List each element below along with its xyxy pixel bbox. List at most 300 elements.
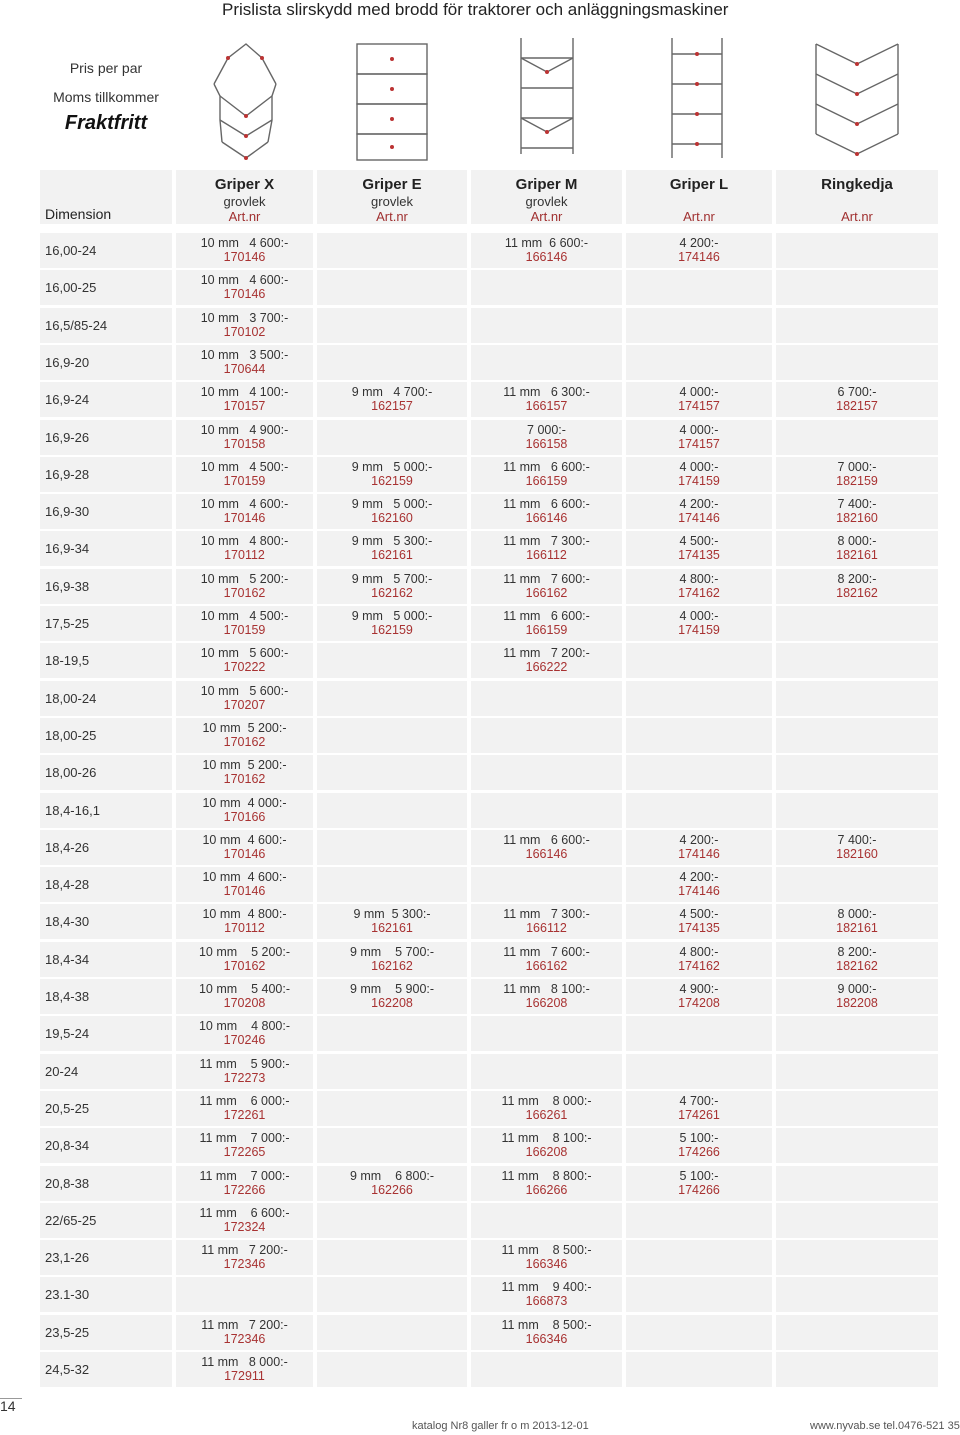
price-cell bbox=[176, 793, 313, 828]
dimension-cell bbox=[40, 1054, 172, 1089]
price-cell bbox=[317, 755, 467, 790]
griper-l-image bbox=[626, 24, 772, 166]
table-row bbox=[40, 1128, 940, 1163]
price-cell bbox=[776, 1352, 938, 1387]
table-row bbox=[40, 681, 940, 716]
price-text: 10 mm 4 800:- bbox=[202, 907, 287, 922]
article-number: 162161 bbox=[371, 548, 413, 563]
price-text: 11 mm 5 900:- bbox=[199, 1056, 290, 1071]
price-cell bbox=[317, 1315, 467, 1350]
price-cell bbox=[471, 867, 622, 902]
price-cell bbox=[317, 979, 467, 1014]
price-cell bbox=[626, 606, 772, 641]
table-row bbox=[40, 793, 940, 828]
price-text: 10 mm 4 800:- bbox=[200, 534, 289, 549]
article-number: 182160 bbox=[836, 846, 878, 861]
price-text: 9 000:- bbox=[837, 982, 877, 996]
price-cell bbox=[176, 1016, 313, 1051]
article-number: 174162 bbox=[678, 585, 720, 600]
dimension-value: 20,5-25 bbox=[45, 1100, 90, 1116]
price-text: 11 mm 6 600:- bbox=[503, 832, 590, 847]
article-number: 162266 bbox=[371, 1182, 413, 1197]
table-row bbox=[40, 531, 940, 566]
dimension-value: 17,5-25 bbox=[45, 616, 90, 631]
price-cell bbox=[176, 1352, 313, 1387]
table-row bbox=[40, 1240, 940, 1275]
article-number: 174266 bbox=[678, 1145, 720, 1160]
article-number: 170162 bbox=[223, 585, 266, 600]
article-number: 162157 bbox=[371, 399, 413, 414]
price-cell bbox=[471, 1315, 622, 1350]
price-cell bbox=[776, 793, 938, 828]
price-cell bbox=[626, 1315, 772, 1350]
dimension-value: 16,9-26 bbox=[45, 429, 90, 445]
article-number: 166208 bbox=[525, 1145, 568, 1160]
price-text: 10 mm 4 600:- bbox=[202, 870, 287, 885]
dimension-value: 16,00-25 bbox=[45, 280, 97, 296]
article-number: 170158 bbox=[223, 436, 266, 451]
price-text: 9 mm 5 700:- bbox=[349, 944, 435, 959]
article-number: 166261 bbox=[525, 1107, 568, 1122]
price-text: 11 mm 7 000:- bbox=[199, 1168, 290, 1183]
price-cell bbox=[176, 420, 313, 455]
price-cell bbox=[471, 531, 622, 566]
article-number: 172273 bbox=[223, 1070, 266, 1085]
price-cell bbox=[317, 1054, 467, 1089]
table-row bbox=[40, 755, 940, 790]
article-number: 174135 bbox=[678, 921, 720, 936]
table-row bbox=[40, 643, 940, 678]
price-text: 10 mm 4 000:- bbox=[202, 795, 287, 810]
price-cell bbox=[626, 494, 772, 529]
dimension-cell bbox=[40, 1203, 172, 1238]
dimension-cell bbox=[40, 531, 172, 566]
price-cell bbox=[776, 457, 938, 492]
price-cell bbox=[176, 830, 313, 865]
article-number: 170146 bbox=[223, 287, 266, 302]
article-number: 182157 bbox=[836, 399, 878, 414]
dimension-value: 16,9-38 bbox=[45, 578, 90, 594]
article-number: 166346 bbox=[525, 1331, 568, 1346]
article-number: 174157 bbox=[678, 399, 720, 414]
price-cell bbox=[471, 345, 622, 380]
price-cell bbox=[176, 1203, 313, 1238]
price-text: 10 mm 5 200:- bbox=[202, 758, 287, 773]
dimension-value: 20,8-34 bbox=[45, 1138, 90, 1154]
page-number: 14 bbox=[0, 1398, 16, 1414]
price-text: 4 500:- bbox=[679, 907, 719, 922]
price-cell bbox=[776, 345, 938, 380]
article-number: 170112 bbox=[224, 921, 265, 936]
article-number: 170208 bbox=[223, 996, 266, 1010]
table-row bbox=[40, 1016, 940, 1051]
price-text: 10 mm 4 600:- bbox=[202, 832, 287, 847]
price-text: 11 mm 7 200:- bbox=[201, 1243, 288, 1258]
contact-info: www.nyvab.se tel.0476-521 35 bbox=[810, 1420, 960, 1432]
price-text: 11 mm 8 100:- bbox=[501, 1131, 592, 1146]
table-row bbox=[40, 494, 940, 529]
price-cell bbox=[317, 1240, 467, 1275]
price-cell bbox=[317, 867, 467, 902]
dimension-cell bbox=[40, 1240, 172, 1275]
dimension-cell bbox=[40, 494, 172, 529]
price-text: 8 200:- bbox=[837, 944, 877, 959]
price-cell bbox=[626, 270, 772, 305]
price-cell bbox=[176, 904, 313, 939]
dimension-cell bbox=[40, 755, 172, 790]
article-number: 170146 bbox=[223, 846, 266, 861]
article-number: 162162 bbox=[371, 585, 413, 600]
price-cell bbox=[317, 531, 467, 566]
table-row bbox=[40, 233, 940, 268]
article-number: 174146 bbox=[678, 511, 720, 526]
price-cell bbox=[176, 233, 313, 268]
price-cell bbox=[317, 457, 467, 492]
griper-m-image bbox=[471, 24, 622, 166]
price-cell bbox=[471, 233, 622, 268]
table-row bbox=[40, 942, 940, 977]
price-cell bbox=[626, 233, 772, 268]
price-text: 10 mm 4 900:- bbox=[200, 422, 289, 437]
price-cell bbox=[626, 1128, 772, 1163]
price-cell bbox=[317, 569, 467, 604]
article-number: 172346 bbox=[223, 1257, 266, 1272]
article-number: 174162 bbox=[678, 958, 720, 973]
price-cell bbox=[176, 569, 313, 604]
dimension-cell bbox=[40, 1016, 172, 1051]
page-title: Prislista slirskydd med brodd för traktorer och anläggningsmaskiner bbox=[222, 0, 729, 19]
dimension-value: 16,9-24 bbox=[45, 392, 90, 408]
dimension-cell bbox=[40, 904, 172, 939]
article-number: 166158 bbox=[525, 436, 568, 451]
price-cell bbox=[471, 904, 622, 939]
price-cell bbox=[317, 1166, 467, 1201]
article-number: 170146 bbox=[223, 884, 266, 899]
price-cell bbox=[471, 1054, 622, 1089]
price-cell bbox=[471, 1166, 622, 1201]
dimension-cell bbox=[40, 345, 172, 380]
article-number: 166146 bbox=[525, 250, 568, 264]
article-number: 166112 bbox=[526, 921, 567, 936]
price-cell bbox=[176, 1166, 313, 1201]
price-cell bbox=[317, 681, 467, 716]
price-cell bbox=[317, 494, 467, 529]
price-cell bbox=[776, 233, 938, 268]
price-cell bbox=[776, 718, 938, 753]
price-text: 10 mm 5 200:- bbox=[200, 571, 289, 586]
table-row bbox=[40, 308, 940, 343]
price-cell bbox=[776, 308, 938, 343]
article-number: 166159 bbox=[525, 473, 568, 488]
price-cell bbox=[317, 1203, 467, 1238]
price-cell bbox=[471, 718, 622, 753]
price-text: 11 mm 7 200:- bbox=[201, 1317, 288, 1332]
price-cell bbox=[776, 531, 938, 566]
price-text: 7 000:- bbox=[837, 459, 877, 474]
price-text: 4 900:- bbox=[679, 982, 719, 996]
price-text: 4 000:- bbox=[679, 609, 719, 623]
price-cell bbox=[317, 793, 467, 828]
price-text: 9 mm 5 300:- bbox=[353, 907, 431, 922]
price-text: 4 200:- bbox=[679, 497, 719, 512]
article-number: 170222 bbox=[223, 660, 266, 675]
price-text: 11 mm 7 000:- bbox=[199, 1131, 290, 1146]
price-cell bbox=[176, 718, 313, 753]
table-row bbox=[40, 382, 940, 417]
price-text: 4 700:- bbox=[679, 1093, 719, 1108]
dimension-value: 16,9-28 bbox=[45, 466, 90, 482]
table-row bbox=[40, 718, 940, 753]
article-number: 172911 bbox=[224, 1369, 265, 1383]
table-row bbox=[40, 1203, 940, 1238]
dimension-value: 23,1-26 bbox=[45, 1250, 90, 1266]
dimension-cell bbox=[40, 830, 172, 865]
price-cell bbox=[471, 979, 622, 1014]
price-cell bbox=[626, 1166, 772, 1201]
price-cell bbox=[317, 1352, 467, 1387]
price-cell bbox=[317, 643, 467, 678]
article-number: 172261 bbox=[223, 1107, 266, 1122]
price-cell bbox=[626, 457, 772, 492]
price-cell bbox=[317, 1128, 467, 1163]
article-number: 166157 bbox=[525, 399, 568, 414]
price-cell bbox=[176, 867, 313, 902]
price-cell bbox=[626, 1054, 772, 1089]
article-number: 162208 bbox=[371, 996, 413, 1010]
price-text: 9 mm 4 700:- bbox=[351, 385, 433, 400]
price-cell bbox=[317, 904, 467, 939]
article-number: 170162 bbox=[223, 958, 266, 973]
dimension-cell bbox=[40, 793, 172, 828]
price-cell bbox=[317, 308, 467, 343]
price-text: 11 mm 8 100:- bbox=[503, 982, 590, 996]
price-cell bbox=[776, 643, 938, 678]
table-row bbox=[40, 1091, 940, 1126]
table-row bbox=[40, 569, 940, 604]
price-cell bbox=[776, 830, 938, 865]
article-number: 174146 bbox=[678, 250, 720, 264]
price-cell bbox=[776, 867, 938, 902]
griper-e-image bbox=[317, 24, 467, 166]
article-number: 166222 bbox=[525, 660, 568, 675]
price-cell bbox=[776, 1315, 938, 1350]
price-cell bbox=[471, 1352, 622, 1387]
article-number: 170166 bbox=[223, 809, 266, 824]
dimension-value: 18,00-25 bbox=[45, 727, 97, 743]
price-per-pair: Pris per par bbox=[69, 60, 143, 76]
price-cell bbox=[317, 382, 467, 417]
article-number: 182159 bbox=[836, 473, 878, 488]
price-text: 11 mm 6 300:- bbox=[503, 385, 590, 400]
price-cell bbox=[776, 1277, 938, 1312]
price-cell bbox=[626, 979, 772, 1014]
price-cell bbox=[176, 494, 313, 529]
article-number: 172324 bbox=[223, 1219, 266, 1234]
dimension-cell bbox=[40, 606, 172, 641]
dimension-value: 18-19,5 bbox=[45, 653, 90, 669]
article-number: 166146 bbox=[525, 846, 568, 861]
price-cell bbox=[626, 420, 772, 455]
price-text: 10 mm 4 800:- bbox=[198, 1019, 290, 1034]
price-text: 10 mm 4 600:- bbox=[200, 236, 289, 250]
price-cell bbox=[776, 1240, 938, 1275]
price-cell bbox=[776, 270, 938, 305]
price-text: 10 mm 4 600:- bbox=[200, 273, 289, 288]
price-text: 11 mm 7 600:- bbox=[503, 944, 590, 959]
dimension-cell bbox=[40, 942, 172, 977]
dimension-value: 16,9-20 bbox=[45, 354, 90, 370]
price-cell bbox=[471, 942, 622, 977]
dimension-cell bbox=[40, 1166, 172, 1201]
table-row bbox=[40, 457, 940, 492]
vat-note: Moms tillkommer bbox=[53, 89, 159, 105]
dimension-value: 24,5-32 bbox=[45, 1362, 90, 1377]
price-text: 10 mm 5 600:- bbox=[200, 683, 289, 698]
article-number: 170159 bbox=[223, 473, 266, 488]
article-number: 174159 bbox=[678, 473, 720, 488]
article-number: 174146 bbox=[678, 884, 720, 899]
article-number: 174157 bbox=[678, 436, 720, 451]
price-cell bbox=[176, 1054, 313, 1089]
price-text: 11 mm 8 500:- bbox=[501, 1243, 592, 1258]
dimension-value: 16,9-34 bbox=[45, 541, 90, 557]
price-text: 11 mm 7 600:- bbox=[503, 571, 590, 586]
price-cell bbox=[317, 1091, 467, 1126]
price-text: 7 400:- bbox=[837, 497, 877, 512]
price-cell bbox=[471, 1091, 622, 1126]
table-row bbox=[40, 606, 940, 641]
price-text: 10 mm 4 500:- bbox=[200, 459, 289, 474]
article-number: 166162 bbox=[525, 958, 568, 973]
price-cell bbox=[776, 1166, 938, 1201]
price-cell bbox=[176, 942, 313, 977]
price-cell bbox=[626, 345, 772, 380]
table-row bbox=[40, 867, 940, 902]
dimension-cell bbox=[40, 1091, 172, 1126]
article-number: 170112 bbox=[224, 548, 265, 563]
dimension-cell bbox=[40, 457, 172, 492]
article-number: 162159 bbox=[371, 473, 413, 488]
dimension-cell bbox=[40, 569, 172, 604]
price-cell bbox=[471, 681, 622, 716]
price-text: 11 mm 6 600:- bbox=[504, 236, 589, 250]
price-cell bbox=[317, 830, 467, 865]
price-text: 10 mm 3 500:- bbox=[200, 347, 289, 362]
price-cell bbox=[317, 1277, 467, 1312]
price-cell bbox=[471, 569, 622, 604]
price-text: 11 mm 6 000:- bbox=[199, 1093, 290, 1108]
price-cell bbox=[471, 793, 622, 828]
article-number: 174135 bbox=[678, 548, 720, 563]
table-row bbox=[40, 270, 940, 305]
article-number: 162160 bbox=[371, 511, 413, 526]
dimension-cell bbox=[40, 420, 172, 455]
article-number: 182162 bbox=[836, 585, 878, 600]
dimension-header: Dimension bbox=[40, 170, 172, 224]
dimension-value: 19,5-24 bbox=[45, 1026, 90, 1042]
price-cell bbox=[626, 793, 772, 828]
price-cell bbox=[317, 1016, 467, 1051]
price-cell bbox=[471, 1016, 622, 1051]
price-text: 4 800:- bbox=[679, 571, 719, 586]
dimension-value: 22/65-25 bbox=[45, 1212, 97, 1228]
price-cell bbox=[626, 830, 772, 865]
price-cell bbox=[776, 1203, 938, 1238]
dimension-cell bbox=[40, 681, 172, 716]
price-cell bbox=[317, 942, 467, 977]
price-cell bbox=[317, 606, 467, 641]
price-cell bbox=[626, 755, 772, 790]
dimension-value: 18,4-38 bbox=[45, 989, 90, 1004]
price-cell bbox=[176, 681, 313, 716]
article-number: 162159 bbox=[371, 623, 413, 637]
price-cell bbox=[776, 382, 938, 417]
table-row bbox=[40, 1352, 940, 1387]
col-header-griper-x: Griper X grovlek Art.nr bbox=[176, 170, 313, 224]
article-number: 170644 bbox=[223, 361, 266, 376]
price-text: 5 100:- bbox=[679, 1168, 719, 1183]
price-cell bbox=[471, 643, 622, 678]
price-cell bbox=[776, 1091, 938, 1126]
price-text: 10 mm 3 700:- bbox=[200, 310, 289, 325]
article-number: 162162 bbox=[371, 958, 413, 973]
price-text: 5 100:- bbox=[679, 1131, 719, 1146]
dimension-cell bbox=[40, 382, 172, 417]
ringkedja-image bbox=[776, 24, 938, 166]
price-text: 4 200:- bbox=[679, 832, 719, 847]
price-cell bbox=[626, 1016, 772, 1051]
price-cell bbox=[176, 382, 313, 417]
price-text: 11 mm 6 600:- bbox=[503, 609, 590, 623]
price-text: 11 mm 9 400:- bbox=[501, 1280, 592, 1295]
price-cell bbox=[626, 382, 772, 417]
free-shipping: Fraktfritt bbox=[64, 112, 148, 134]
price-cell bbox=[317, 270, 467, 305]
price-cell bbox=[776, 755, 938, 790]
article-number: 174146 bbox=[678, 846, 720, 861]
dimension-cell bbox=[40, 1352, 172, 1387]
price-text: 4 000:- bbox=[679, 385, 719, 400]
price-cell bbox=[176, 270, 313, 305]
price-cell bbox=[626, 1091, 772, 1126]
price-text: 11 mm 6 600:- bbox=[503, 497, 590, 512]
price-text: 4 000:- bbox=[679, 422, 719, 437]
price-text: 11 mm 8 000:- bbox=[501, 1093, 592, 1108]
price-text: 9 mm 5 000:- bbox=[351, 459, 433, 474]
price-text: 10 mm 5 400:- bbox=[198, 982, 290, 996]
dimension-cell bbox=[40, 233, 172, 268]
price-cell bbox=[626, 1240, 772, 1275]
price-text: 9 mm 5 000:- bbox=[351, 497, 433, 512]
article-number: 170207 bbox=[223, 697, 266, 712]
price-text: 4 200:- bbox=[679, 870, 719, 885]
article-number: 174208 bbox=[678, 996, 720, 1010]
article-number: 182208 bbox=[836, 996, 878, 1010]
price-cell bbox=[776, 904, 938, 939]
dimension-value: 16,00-24 bbox=[45, 243, 97, 258]
price-cell bbox=[471, 420, 622, 455]
price-cell bbox=[176, 755, 313, 790]
price-text: 11 mm 8 800:- bbox=[501, 1168, 592, 1183]
price-text: 8 200:- bbox=[837, 571, 877, 586]
price-text: 10 mm 4 100:- bbox=[200, 385, 289, 400]
price-text: 11 mm 6 600:- bbox=[503, 459, 590, 474]
price-text: 4 800:- bbox=[679, 944, 719, 959]
col-header-griper-m: Griper M grovlek Art.nr bbox=[471, 170, 622, 224]
price-text: 10 mm 4 600:- bbox=[200, 497, 289, 512]
price-cell bbox=[626, 1203, 772, 1238]
article-number: 166159 bbox=[525, 623, 568, 637]
